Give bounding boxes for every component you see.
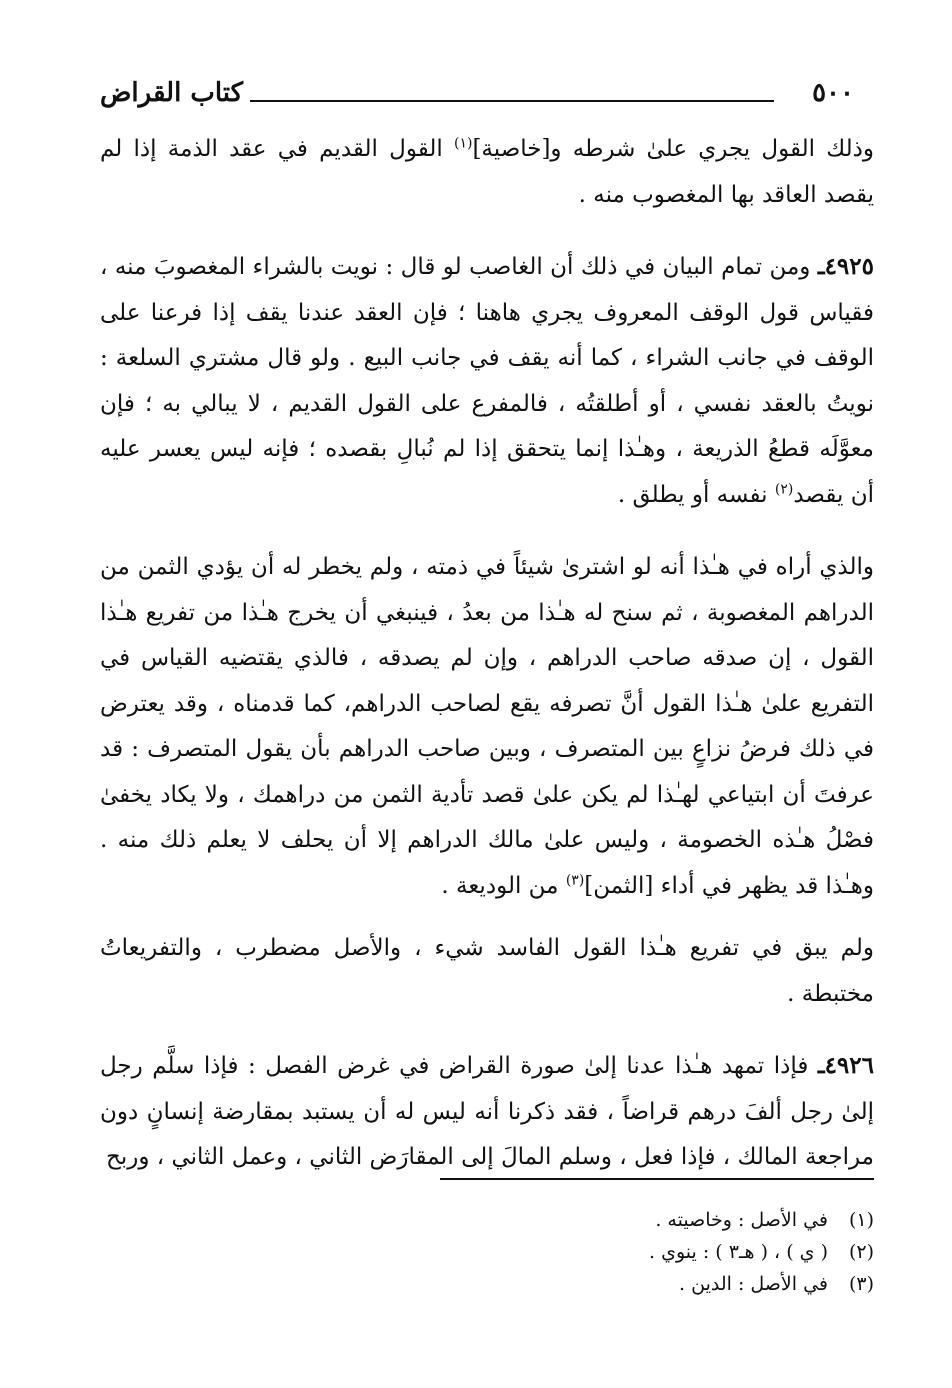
paragraph-text: ومن تمام البيان في ذلك أن الغاصب لو قال : نويت بالشراء المغصوبَ منه ، فقياس قول الوقف المعروف يجري هاهنا ؛ فإن العقد عندنا يقف إذا فرعنا على الوقف في جانب الشراء ، كما أنه يقف في جانب البيع . ولو قال مشتري السلعة : نويتُ بالعقد نفسي ، أو أطلقتُه ، فالمفرع على القول القديم ، لا يبالي به ؛ فإن معوَّلَه قطعُ الذريعة ، وهـٰذا إنما يتحقق إذا لم نُبالِ بقصده ؛ فإنه ليس يعسر عليه أن يقصد xyxy=(100,254,874,508)
footnote xyxy=(100,1236,874,1268)
paragraph xyxy=(100,544,874,909)
footnote-text: في الأصل : وخاصيته . xyxy=(655,1209,828,1231)
footnote-text: في الأصل : الدين . xyxy=(679,1273,828,1295)
footnote xyxy=(100,1204,874,1236)
paragraph-text-after: القول القديم في عقد الذمة إذا لم يقصد العاقد بها المغصوب منه . xyxy=(100,136,874,208)
footnote-separator xyxy=(440,1178,874,1180)
footnotes xyxy=(100,1204,874,1300)
paragraph-text: ولم يبق في تفريع هـٰذا القول الفاسد شيء ، والأصل مضطرب ، والتفريعاتُ مختبطة . xyxy=(100,935,874,1007)
paragraph-number: ٤٩٢٥ـ xyxy=(817,253,874,280)
paragraph-text: فإذا تمهد هـٰذا عدنا إلىٰ صورة القراض في غرض الفصل : فإذا سلَّم رجل إلىٰ رجل ألفَ درهم قراضاً ، فقد ذكرنا أنه ليس له أن يستبد بمقارضة إنسانٍ دون مراجعة المالك ، فإذا فعل ، وسلم المالَ إلى المقارَض الثاني ، وعمل الثاني ، وربح xyxy=(100,1053,874,1170)
page-header xyxy=(100,74,854,114)
footnote-number: (١) xyxy=(848,1209,874,1231)
footnote-ref: (٣) xyxy=(565,871,585,888)
header-rule xyxy=(250,100,774,102)
paragraph xyxy=(100,126,874,218)
page-number: ٥٠٠ xyxy=(812,78,854,108)
main-text xyxy=(100,126,874,1181)
footnote-text: ( ي ) ، ( هـ٣ ) : ينوي . xyxy=(649,1241,828,1263)
footnote-number: (٣) xyxy=(848,1273,874,1295)
paragraph-text: وذلك القول يجري علىٰ شرطه و[خاصية] xyxy=(472,136,875,162)
footnote-ref: (٢) xyxy=(774,480,794,497)
paragraph-number: ٤٩٢٦ـ xyxy=(817,1052,874,1079)
book-title: كتاب القراض xyxy=(100,78,243,108)
footnote-ref: (١) xyxy=(453,135,473,152)
footnote xyxy=(100,1268,874,1300)
paragraph xyxy=(100,1043,874,1181)
paragraph-text: والذي أراه في هـٰذا أنه لو اشترىٰ شيئاً في ذمته ، ولم يخطر له أن يؤدي الثمن من الدراهم المغصوبة ، ثم سنح له هـٰذا من بعدُ ، فينبغي أن يخرج هـٰذا من تفريع هـٰذا القول ، إن صدقه صاحب الدراهم ، وإن لم يصدقه ، فالذي يقتضيه القياس في التفريع علىٰ هـٰذا القول أنَّ تصرفه يقع لصاحب الدراهم، كما قدمناه ، وقد يعترض في ذلك فرضُ نزاعٍ بين المتصرف ، وبين صاحب الدراهم بأن يقول المتصرف : قد عرفتَ أن ابتياعي لهـٰذا لم يكن علىٰ قصد تأدية الثمن من دراهمك ، ولا يكاد يخفىٰ فصْلُ هـٰذه الخصومة ، وليس علىٰ مالك الدراهم إلا أن يحلف لا يعلم ذلك منه . وهـٰذا قد يظهر في أداء [الثمن] xyxy=(100,554,874,899)
paragraph xyxy=(100,244,874,518)
paragraph xyxy=(100,925,874,1017)
paragraph-text-after: من الوديعة . xyxy=(441,872,566,899)
footnote-number: (٢) xyxy=(848,1241,874,1263)
paragraph-text-after: نفسه أو يطلق . xyxy=(617,481,775,508)
